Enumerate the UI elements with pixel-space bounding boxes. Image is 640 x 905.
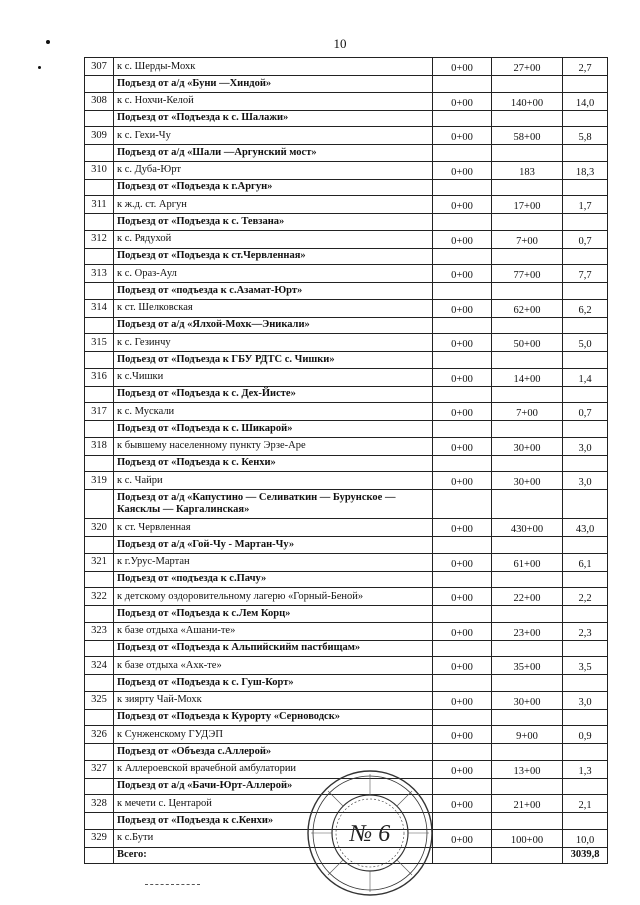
start-km <box>433 455 492 472</box>
start-km <box>433 145 492 162</box>
table-row <box>85 437 608 455</box>
end-km <box>492 76 563 93</box>
start-km: 0+00 <box>433 553 492 571</box>
end-km <box>492 813 563 830</box>
row-number <box>85 76 114 93</box>
start-km: 0+00 <box>433 691 492 709</box>
length-km: 3,0 <box>563 691 608 709</box>
total-blank <box>433 847 492 864</box>
row-number: 318 <box>85 437 114 455</box>
end-km: 61+00 <box>492 553 563 571</box>
length-km: 5,8 <box>563 127 608 145</box>
length-km <box>563 709 608 726</box>
length-km: 0,7 <box>563 403 608 421</box>
start-km <box>433 283 492 300</box>
section-title: Подъезд от «Подъезда к с. Гуш-Корт» <box>114 675 433 692</box>
length-km: 2,2 <box>563 588 608 606</box>
start-km: 0+00 <box>433 437 492 455</box>
start-km: 0+00 <box>433 795 492 813</box>
road-name: к с. Рядухой <box>114 230 433 248</box>
start-km: 0+00 <box>433 299 492 317</box>
length-km: 3,0 <box>563 472 608 490</box>
road-name: к г.Урус-Мартан <box>114 553 433 571</box>
end-km: 23+00 <box>492 622 563 640</box>
length-km: 0,7 <box>563 230 608 248</box>
section-title: Подъезд от а/д «Ялхой-Мохк—Эникали» <box>114 317 433 334</box>
start-km: 0+00 <box>433 403 492 421</box>
end-km: 22+00 <box>492 588 563 606</box>
row-number <box>85 606 114 623</box>
length-km <box>563 606 608 623</box>
section-title: Подъезд от а/д «Гой-Чу - Мартан-Чу» <box>114 537 433 554</box>
table-row <box>85 230 608 248</box>
end-km: 21+00 <box>492 795 563 813</box>
section-title: Подъезд от «Подъезда к г.Аргун» <box>114 179 433 196</box>
section-header-row <box>85 76 608 93</box>
row-number: 325 <box>85 691 114 709</box>
table-row <box>85 58 608 76</box>
section-title: Подъезд от а/д «Буни —Хиндой» <box>114 76 433 93</box>
table-row <box>85 299 608 317</box>
end-km: 14+00 <box>492 368 563 386</box>
length-km <box>563 455 608 472</box>
row-number: 309 <box>85 127 114 145</box>
row-number <box>85 537 114 554</box>
road-name: к Аллероевской врачебной амбулатории <box>114 760 433 778</box>
row-number: 320 <box>85 519 114 537</box>
start-km <box>433 813 492 830</box>
end-km: 50+00 <box>492 334 563 352</box>
length-km <box>563 248 608 265</box>
row-number <box>85 248 114 265</box>
section-header-row <box>85 317 608 334</box>
start-km <box>433 76 492 93</box>
road-name: к базе отдыха «Ахк-те» <box>114 657 433 675</box>
end-km <box>492 571 563 588</box>
row-number: 327 <box>85 760 114 778</box>
row-number: 316 <box>85 368 114 386</box>
length-km: 43,0 <box>563 519 608 537</box>
start-km: 0+00 <box>433 726 492 744</box>
road-name: к ж.д. ст. Аргун <box>114 196 433 214</box>
end-km <box>492 537 563 554</box>
row-number: 328 <box>85 795 114 813</box>
start-km: 0+00 <box>433 657 492 675</box>
length-km <box>563 76 608 93</box>
section-header-row <box>85 455 608 472</box>
table-row <box>85 334 608 352</box>
table-row <box>85 161 608 179</box>
row-number: 324 <box>85 657 114 675</box>
end-km <box>492 675 563 692</box>
section-title: Подъезд от «Подъезда к с. Дех-Йисте» <box>114 386 433 403</box>
start-km <box>433 248 492 265</box>
section-header-row <box>85 421 608 438</box>
length-km <box>563 386 608 403</box>
row-number: 321 <box>85 553 114 571</box>
start-km: 0+00 <box>433 519 492 537</box>
section-title: Подъезд от «Подъезда к с. Тевзана» <box>114 214 433 231</box>
length-km <box>563 778 608 795</box>
row-number: 314 <box>85 299 114 317</box>
road-name: к Сунженскому ГУДЭП <box>114 726 433 744</box>
end-km <box>492 386 563 403</box>
end-km: 140+00 <box>492 92 563 110</box>
length-km: 3,0 <box>563 437 608 455</box>
row-number <box>85 179 114 196</box>
table-row <box>85 553 608 571</box>
length-km: 2,3 <box>563 622 608 640</box>
end-km <box>492 214 563 231</box>
road-name: к зиярту Чай-Мохк <box>114 691 433 709</box>
end-km: 13+00 <box>492 760 563 778</box>
start-km <box>433 386 492 403</box>
length-km <box>563 640 608 657</box>
length-km <box>563 490 608 519</box>
start-km: 0+00 <box>433 334 492 352</box>
table-row <box>85 691 608 709</box>
section-header-row <box>85 248 608 265</box>
section-header-row <box>85 709 608 726</box>
end-km: 30+00 <box>492 437 563 455</box>
row-number: 319 <box>85 472 114 490</box>
row-number: 310 <box>85 161 114 179</box>
start-km <box>433 352 492 369</box>
end-km <box>492 606 563 623</box>
length-km: 0,9 <box>563 726 608 744</box>
row-number: 323 <box>85 622 114 640</box>
road-name: к с. Мускали <box>114 403 433 421</box>
row-number <box>85 421 114 438</box>
road-name: к с.Чишки <box>114 368 433 386</box>
row-number <box>85 571 114 588</box>
end-km: 100+00 <box>492 829 563 847</box>
end-km: 17+00 <box>492 196 563 214</box>
page-number: 10 <box>333 36 347 51</box>
end-km: 30+00 <box>492 691 563 709</box>
row-number <box>85 352 114 369</box>
start-km <box>433 537 492 554</box>
section-title: Подъезд от «Подъезда к ГБУ РДТС с. Чишки» <box>114 352 433 369</box>
start-km: 0+00 <box>433 196 492 214</box>
row-number <box>85 317 114 334</box>
length-km: 5,0 <box>563 334 608 352</box>
road-name: к с. Ораз-Аул <box>114 265 433 283</box>
end-km: 30+00 <box>492 472 563 490</box>
start-km <box>433 421 492 438</box>
start-km: 0+00 <box>433 127 492 145</box>
length-km <box>563 145 608 162</box>
section-header-row <box>85 606 608 623</box>
table-row <box>85 368 608 386</box>
start-km: 0+00 <box>433 622 492 640</box>
section-header-row <box>85 214 608 231</box>
start-km <box>433 640 492 657</box>
row-number <box>85 110 114 127</box>
section-header-row <box>85 675 608 692</box>
row-number <box>85 709 114 726</box>
section-title: Подъезд от а/д «Бачи-Юрт-Аллерой» <box>114 778 433 795</box>
length-km: 1,4 <box>563 368 608 386</box>
row-number <box>85 675 114 692</box>
road-name: к мечети с. Центарой <box>114 795 433 813</box>
start-km: 0+00 <box>433 368 492 386</box>
table-row <box>85 519 608 537</box>
length-km: 18,3 <box>563 161 608 179</box>
row-number: 312 <box>85 230 114 248</box>
length-km <box>563 214 608 231</box>
section-header-row <box>85 571 608 588</box>
start-km <box>433 675 492 692</box>
length-km <box>563 283 608 300</box>
section-header-row <box>85 386 608 403</box>
length-km: 1,7 <box>563 196 608 214</box>
margin-dot <box>38 66 41 69</box>
start-km <box>433 179 492 196</box>
end-km <box>492 744 563 761</box>
end-km <box>492 352 563 369</box>
end-km <box>492 455 563 472</box>
row-number <box>85 145 114 162</box>
section-header-row <box>85 110 608 127</box>
end-km <box>492 709 563 726</box>
start-km: 0+00 <box>433 760 492 778</box>
start-km: 0+00 <box>433 829 492 847</box>
end-km: 7+00 <box>492 230 563 248</box>
end-km <box>492 179 563 196</box>
road-name: к бывшему населенному пункту Эрзе-Аре <box>114 437 433 455</box>
footer-dash <box>145 884 200 885</box>
road-name: к с. Гехи-Чу <box>114 127 433 145</box>
section-title: Подъезд от а/д «Капустино — Селиваткин — Бурунское — Каясклы — Каргалинская» <box>114 490 433 519</box>
start-km: 0+00 <box>433 588 492 606</box>
row-number: 308 <box>85 92 114 110</box>
road-name: к детскому оздоровительному лагерю «Горный-Беной» <box>114 588 433 606</box>
length-km <box>563 813 608 830</box>
road-name: к ст. Червленная <box>114 519 433 537</box>
length-km <box>563 675 608 692</box>
length-km: 6,1 <box>563 553 608 571</box>
end-km: 430+00 <box>492 519 563 537</box>
section-header-row <box>85 537 608 554</box>
end-km <box>492 640 563 657</box>
row-number: 315 <box>85 334 114 352</box>
row-number: 329 <box>85 829 114 847</box>
row-number <box>85 744 114 761</box>
road-name: к базе отдыха «Ашани-те» <box>114 622 433 640</box>
end-km <box>492 283 563 300</box>
section-title: Подъезд от «Подъезда к с.Лем Корц» <box>114 606 433 623</box>
length-km <box>563 179 608 196</box>
row-number: 307 <box>85 58 114 76</box>
section-title: Подъезд от «Подъезда к с.Кенхи» <box>114 813 433 830</box>
section-title: Подъезд от «Подъезда к ст.Червленная» <box>114 248 433 265</box>
end-km <box>492 421 563 438</box>
length-km: 1,3 <box>563 760 608 778</box>
row-number <box>85 283 114 300</box>
section-header-row <box>85 640 608 657</box>
end-km: 35+00 <box>492 657 563 675</box>
row-number <box>85 813 114 830</box>
row-number <box>85 386 114 403</box>
start-km <box>433 317 492 334</box>
end-km: 183 <box>492 161 563 179</box>
length-km <box>563 110 608 127</box>
end-km <box>492 248 563 265</box>
start-km: 0+00 <box>433 161 492 179</box>
length-km <box>563 571 608 588</box>
row-number: 326 <box>85 726 114 744</box>
start-km <box>433 490 492 519</box>
row-number <box>85 490 114 519</box>
length-km <box>563 744 608 761</box>
end-km <box>492 317 563 334</box>
section-header-row <box>85 145 608 162</box>
length-km: 14,0 <box>563 92 608 110</box>
stamp-number: № 6 <box>349 821 391 847</box>
row-number <box>85 778 114 795</box>
road-name: к с. Дуба-Юрт <box>114 161 433 179</box>
start-km <box>433 214 492 231</box>
end-km: 58+00 <box>492 127 563 145</box>
table-row <box>85 726 608 744</box>
section-header-row <box>85 179 608 196</box>
road-name: к с.Бути <box>114 829 433 847</box>
road-name: к с. Гезинчу <box>114 334 433 352</box>
section-title: Подъезд от «Подъезда к Курорту «Серноводск» <box>114 709 433 726</box>
section-title: Подъезд от «Подъезда к Альпийскийм пастбищам» <box>114 640 433 657</box>
table-row <box>85 265 608 283</box>
start-km <box>433 744 492 761</box>
section-title: Подъезд от «Подъезда к с. Кенхи» <box>114 455 433 472</box>
end-km: 27+00 <box>492 58 563 76</box>
table-row <box>85 472 608 490</box>
row-number: 317 <box>85 403 114 421</box>
total-blank <box>85 847 114 864</box>
length-km <box>563 537 608 554</box>
row-number: 311 <box>85 196 114 214</box>
end-km: 9+00 <box>492 726 563 744</box>
start-km <box>433 110 492 127</box>
start-km <box>433 606 492 623</box>
start-km: 0+00 <box>433 58 492 76</box>
road-name: к с. Шерды-Мохк <box>114 58 433 76</box>
row-number: 313 <box>85 265 114 283</box>
table-row <box>85 127 608 145</box>
roads-table-body <box>85 58 608 864</box>
length-km <box>563 352 608 369</box>
length-km: 2,7 <box>563 58 608 76</box>
total-label: Всего: <box>114 847 433 864</box>
end-km <box>492 490 563 519</box>
road-name: к с. Чайри <box>114 472 433 490</box>
start-km <box>433 778 492 795</box>
length-km <box>563 317 608 334</box>
section-header-row <box>85 352 608 369</box>
table-row <box>85 403 608 421</box>
length-km: 6,2 <box>563 299 608 317</box>
section-header-row <box>85 283 608 300</box>
section-title: Подъезд от «подъезда к с.Пачу» <box>114 571 433 588</box>
row-number <box>85 455 114 472</box>
end-km <box>492 778 563 795</box>
table-row <box>85 622 608 640</box>
start-km <box>433 571 492 588</box>
length-km: 2,1 <box>563 795 608 813</box>
end-km: 77+00 <box>492 265 563 283</box>
length-km: 10,0 <box>563 829 608 847</box>
table-row <box>85 92 608 110</box>
end-km: 62+00 <box>492 299 563 317</box>
section-title: Подъезд от «Объезда с.Аллерой» <box>114 744 433 761</box>
row-number: 322 <box>85 588 114 606</box>
total-blank <box>492 847 563 864</box>
table-row <box>85 588 608 606</box>
table-row <box>85 196 608 214</box>
length-km <box>563 421 608 438</box>
start-km <box>433 709 492 726</box>
roads-table <box>84 57 608 864</box>
start-km: 0+00 <box>433 472 492 490</box>
length-km: 7,7 <box>563 265 608 283</box>
total-value: 3039,8 <box>563 847 608 864</box>
end-km <box>492 145 563 162</box>
table-row <box>85 657 608 675</box>
section-title: Подъезд от а/д «Шали —Аргунский мост» <box>114 145 433 162</box>
end-km: 7+00 <box>492 403 563 421</box>
start-km: 0+00 <box>433 92 492 110</box>
end-km <box>492 110 563 127</box>
section-title: Подъезд от «Подъезда к с. Шикарой» <box>114 421 433 438</box>
official-stamp <box>305 768 435 898</box>
section-header-row <box>85 490 608 519</box>
row-number <box>85 214 114 231</box>
section-header-row <box>85 744 608 761</box>
row-number <box>85 640 114 657</box>
road-name: к с. Нохчи-Келой <box>114 92 433 110</box>
length-km: 3,5 <box>563 657 608 675</box>
start-km: 0+00 <box>433 265 492 283</box>
section-title: Подъезд от «Подъезда к с. Шалажи» <box>114 110 433 127</box>
section-title: Подъезд от «подъезда к с.Азамат-Юрт» <box>114 283 433 300</box>
start-km: 0+00 <box>433 230 492 248</box>
road-name: к ст. Шелковская <box>114 299 433 317</box>
